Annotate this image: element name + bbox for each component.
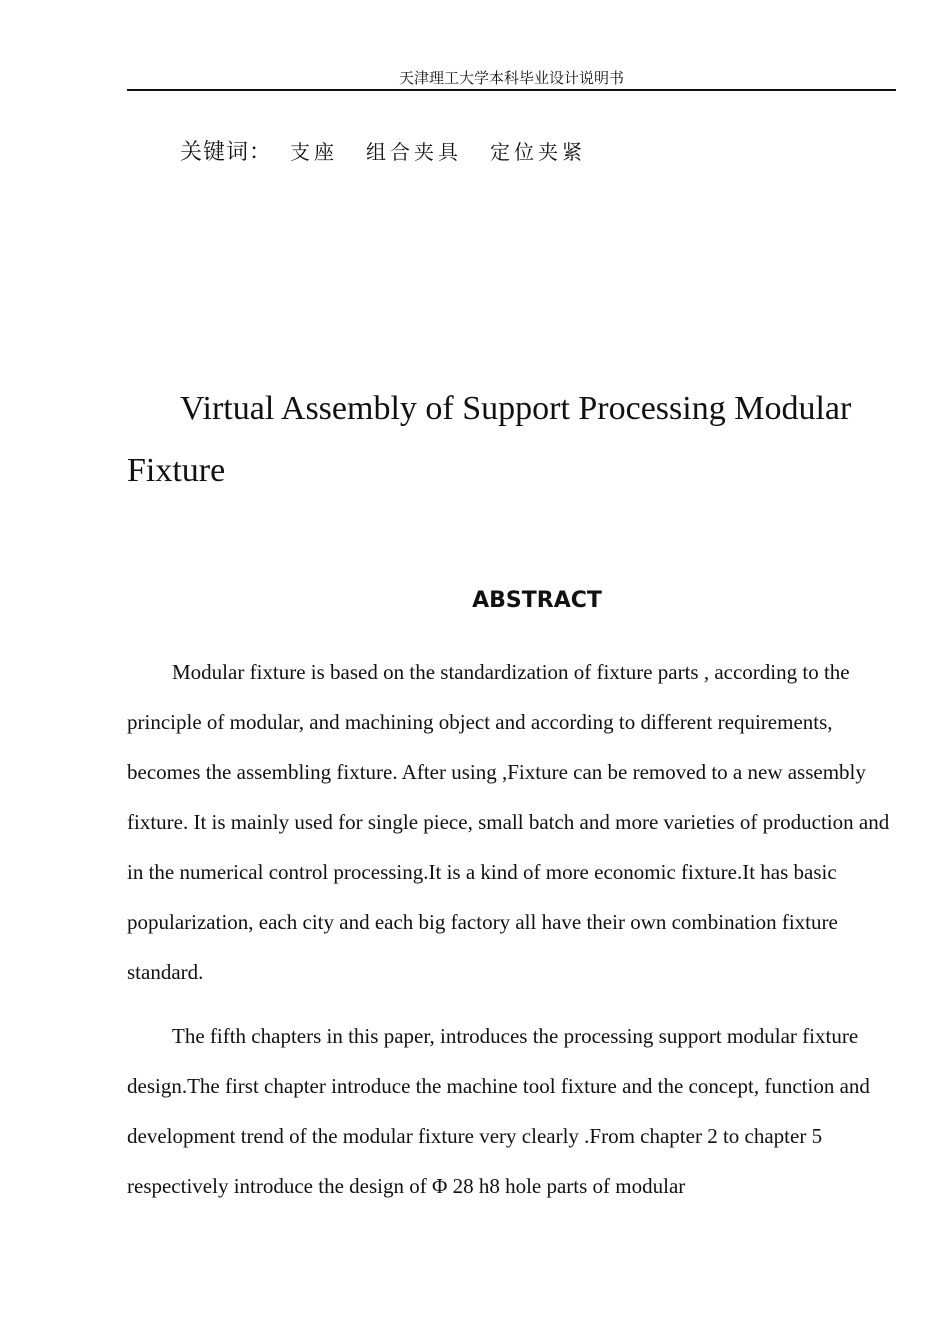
keyword-item: 组合夹具 — [366, 140, 463, 164]
page-header: 天津理工大学本科毕业设计说明书 — [127, 68, 896, 91]
keywords-line — [180, 136, 586, 169]
keyword-item: 支座 — [290, 140, 339, 164]
english-title: Virtual Assembly of Support Processing Modular Fixture — [127, 390, 852, 489]
keyword-item: 定位夹紧 — [490, 140, 587, 164]
abstract-heading: ABSTRACT — [472, 588, 602, 613]
abstract-paragraph: The fifth chapters in this paper, introduces the processing support modular fixture design.The first chapter introduce the machine tool fixture and the concept, function and development trend of the modular fixture very clearly .From chapter 2 to chapter 5 respectively introduce the design of Φ 28 h8 hole parts of modular — [127, 1024, 870, 1198]
abstract-paragraph: Modular fixture is based on the standardization of fixture parts , according to the principle of modular, and machining object and according to different requirements, becomes the assembling fixture. After using ,Fixture can be removed to a new assembly fixture. It is mainly used for single piece, small batch and more varieties of production and in the numerical control processing.It is a kind of more economic fixture.It has basic popularization, each city and each big factory all have their own combination fixture standard. — [127, 660, 890, 984]
keywords-label: 关键词： — [180, 140, 273, 165]
